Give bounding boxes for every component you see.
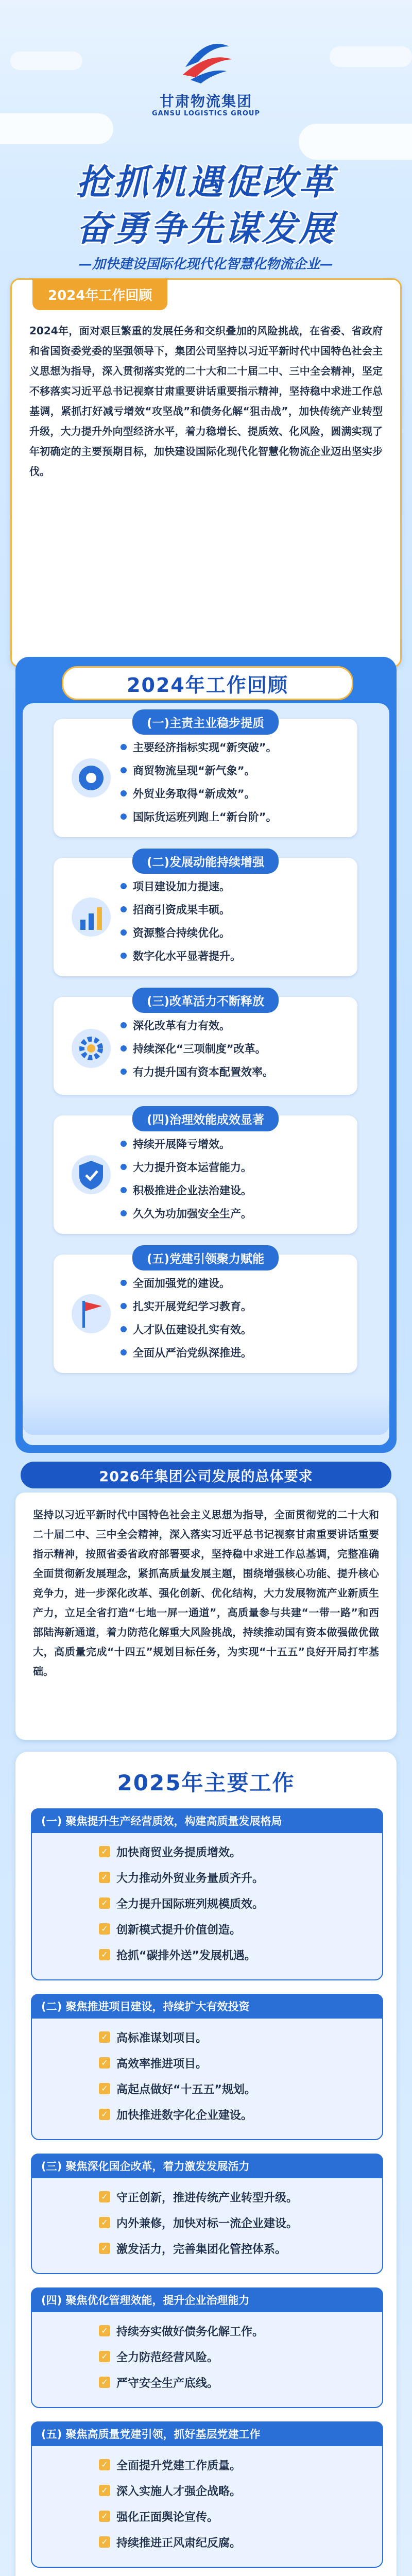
work-box-head: (二) 聚焦推进项目建设，持续扩大有效投资: [31, 1994, 383, 2019]
list-item: ✓ 高效率推进项目。: [99, 2053, 256, 2073]
list-item: 商贸物流呈现“新气象”。: [121, 762, 255, 778]
list-item: 持续开展降亏增效。: [121, 1136, 230, 1151]
list-item: 积极推进企业法治建设。: [121, 1182, 252, 1198]
list-item: ✓ 强化正面舆论宣传。: [99, 2506, 241, 2527]
check-icon: ✓: [99, 2377, 110, 2388]
review-footer-deco: [23, 1394, 389, 1435]
work-box-head: (一) 聚焦提升生产经营质效，构建高质量发展格局: [31, 1808, 383, 1833]
work-box-head: (五) 聚焦高质量党建引领，抓好基层党建工作: [31, 2421, 383, 2446]
list-item: ✓ 激发活力，完善集团化管控体系。: [99, 2238, 298, 2259]
list-item: ✓ 深入实施人才强企战略。: [99, 2480, 241, 2501]
list-item: 深化改革有力有效。: [121, 1018, 230, 1033]
page-subtitle: —加快建设国际化现代化智慧化物流企业—: [78, 257, 333, 272]
flag-icon: [68, 1291, 114, 1337]
requirements-card: [15, 1493, 397, 1740]
list-item: 有力提升国有资本配置效率。: [121, 1064, 273, 1079]
company-logo: [175, 31, 237, 88]
work-box-head: (四) 聚焦优化管理效能，提升企业治理能力: [31, 2287, 383, 2312]
check-icon: ✓: [99, 2109, 110, 2120]
list-item: ✓ 创新模式提升价值创造。: [99, 1919, 264, 1939]
company-name: 甘肃物流集团: [159, 93, 252, 110]
intro-paragraph: 2024年，面对艰巨繁重的发展任务和交织叠加的风险挑战，在省委、省政府和省国资委党委的坚强领导下，集团公司坚持以习近平新时代中国特色社会主义思想为指导，深入贯彻落实党的二十大和二十届二中、三中全会精神，坚定不移落实习近平总书记视察甘肃重要讲话重要指示精神，坚持稳中求进工作总基调，紧抓打好减亏增效“攻坚战”和债务化解“狙击战”，加快传统产业转型升级，大力提升外向型经济水平，着力稳增长、提质效、化风险，圆满实现了年初确定的主要预期目标，加快建设国际化现代化智慧化物流企业迈出坚实步伐。: [29, 325, 383, 478]
check-icon: ✓: [99, 2511, 110, 2522]
list-item: ✓ 全力提升国际班列规模质效。: [99, 1893, 264, 1913]
check-icon: ✓: [99, 2191, 110, 2202]
review-card-head: (一)主责主业稳步提质: [132, 709, 279, 735]
check-icon: ✓: [99, 1923, 110, 1935]
list-item: ✓ 大力推动外贸业务量质齐升。: [99, 1867, 264, 1888]
requirements-paragraph: 坚持以习近平新时代中国特色社会主义思想为指导，全面贯彻党的二十大和二十届二中、三中全会精神，深入落实习近平总书记视察甘肃重要讲话重要指示精神，按照省委省政府部署要求，坚持稳中求进工作总基调，完整准确全面贯彻新发展理念，紧抓高质量发展主题，围绕增强核心功能、提升核心竞争力，进一步深化改革、强化创新、优化结构，大力发展物流产业新质生产力，立足全省打造“七地一屏一通道”，高质量参与共建“一带一路”和西部陆海新通道，着力防范化解重大风险挑战，持续推动国有资本做强做优做大，高质量完成“十四五”规划目标任务，为实现“十五五”良好开局打牢基础。: [33, 1509, 379, 1677]
list-item: 久久为功加强安全生产。: [121, 1206, 252, 1221]
review-card-5: [54, 1252, 357, 1373]
list-item: 扎实开展党纪学习教育。: [121, 1298, 252, 1314]
page-title-line2: 奋勇争先谋发展: [76, 209, 336, 249]
check-icon: ✓: [99, 1846, 110, 1857]
work-box-5: [31, 2421, 383, 2568]
intro-card: [10, 278, 402, 668]
review-card-head: (五)党建引领聚力赋能: [132, 1245, 279, 1270]
check-icon: ✓: [99, 2217, 110, 2228]
gear-icon: [68, 1025, 114, 1072]
work-box-3: [31, 2154, 383, 2274]
list-item: ✓ 加快推进数字化企业建设。: [99, 2104, 256, 2125]
list-item: 持续深化“三项制度”改革。: [121, 1041, 266, 1056]
check-icon: ✓: [99, 2057, 110, 2069]
list-item: ✓ 加快商贸业务提质增效。: [99, 1841, 264, 1862]
review-card-head: (二)发展动能持续增强: [132, 849, 279, 874]
check-icon: ✓: [99, 2325, 110, 2336]
list-item: 全面加强党的建设。: [121, 1275, 230, 1291]
check-icon: ✓: [99, 2459, 110, 2470]
list-item: ✓ 高起点做好“十五五”规划。: [99, 2078, 256, 2099]
check-icon: ✓: [99, 2536, 110, 2548]
check-icon: ✓: [99, 2485, 110, 2496]
work-box-1: [31, 1808, 383, 1980]
list-item: ✓ 内外兼修，加快对标一流企业建设。: [99, 2212, 298, 2233]
list-item: 大力提升资本运营能力。: [121, 1159, 252, 1175]
list-item: 数字化水平显著提升。: [121, 948, 241, 963]
review-section: [15, 657, 397, 1453]
work-box-2: [31, 1994, 383, 2140]
list-item: 项目建设加力提速。: [121, 878, 230, 894]
shield-icon: [68, 1151, 114, 1198]
list-item: 主要经济指标实现“新突破”。: [121, 739, 277, 755]
review-inner: [23, 703, 389, 1445]
check-icon: ✓: [99, 2243, 110, 2254]
check-icon: ✓: [99, 1872, 110, 1883]
target-icon: [68, 755, 114, 801]
page-title-line1: 抢抓机遇促改革: [76, 162, 336, 203]
intro-tag: 2024年工作回顾: [32, 279, 167, 310]
check-icon: ✓: [99, 2351, 110, 2362]
list-item: ✓ 高标准谋划项目。: [99, 2027, 256, 2047]
review-title: 2024年工作回顾: [62, 666, 353, 700]
check-icon: ✓: [99, 1949, 110, 1960]
work-box-4: [31, 2287, 383, 2408]
list-item: 资源整合持续优化。: [121, 925, 230, 940]
check-icon: ✓: [99, 2031, 110, 2043]
list-item: 国际货运班列跑上“新台阶”。: [121, 809, 277, 824]
work-box-head: (三) 聚焦深化国企改革，着力激发发展活力: [31, 2154, 383, 2178]
review-card-1: [54, 719, 357, 837]
list-item: ✓ 全力防范经营风险。: [99, 2346, 264, 2367]
review-card-head: (三)改革活力不断释放: [132, 988, 279, 1013]
list-item: ✓ 全面提升党建工作质量。: [99, 2454, 241, 2475]
company-name-en: GANSU LOGISTICS GROUP: [152, 110, 260, 117]
work-title: 2025年主要工作: [117, 1770, 295, 1795]
review-card-3: [54, 997, 357, 1095]
list-item: 招商引资成果丰硕。: [121, 902, 230, 917]
list-item: ✓ 守正创新，推进传统产业转型升级。: [99, 2187, 298, 2207]
review-card-head: (四)治理效能成效显著: [132, 1106, 279, 1131]
list-item: ✓ 严守安全生产底线。: [99, 2372, 264, 2393]
check-icon: ✓: [99, 2083, 110, 2094]
growth-chart-icon: [68, 894, 114, 940]
list-item: ✓ 抢抓“碳排外送”发展机遇。: [99, 1944, 264, 1965]
requirements-banner: 2026年集团公司发展的总体要求: [21, 1462, 391, 1488]
list-item: 全面从严治党纵深推进。: [121, 1345, 252, 1360]
list-item: 外贸业务取得“新成效”。: [121, 786, 255, 801]
work-section: [15, 1752, 397, 2576]
review-card-4: [54, 1115, 357, 1234]
list-item: ✓ 持续夯实做好债务化解工作。: [99, 2320, 264, 2341]
list-item: ✓ 持续推进正风肃纪反腐。: [99, 2532, 241, 2552]
list-item: 人才队伍建设扎实有效。: [121, 1321, 252, 1337]
check-icon: ✓: [99, 1897, 110, 1909]
review-card-2: [54, 858, 357, 976]
